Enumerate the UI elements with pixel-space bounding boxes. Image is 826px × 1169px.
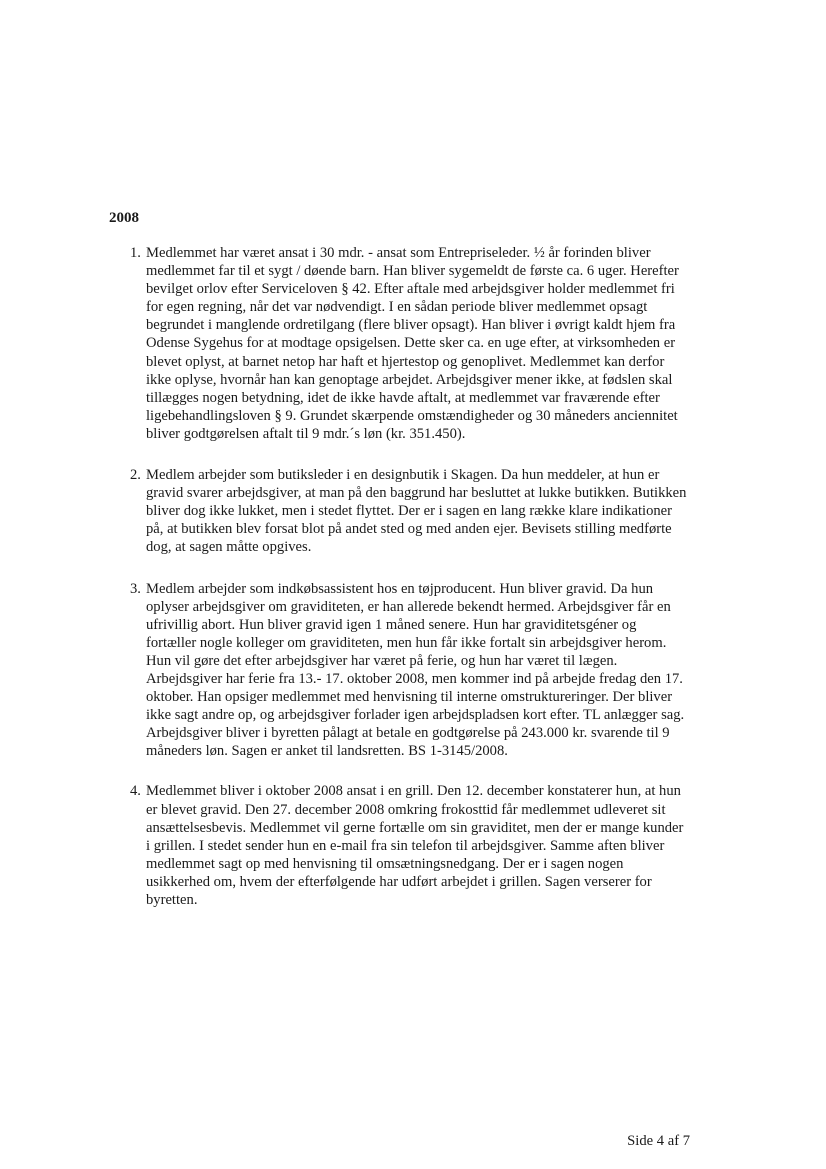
case-text: Medlem arbejder som butiksleder i en designbutik i Skagen. Da hun meddeler, at hun er gravid svarer arbejdsgiver, at man på den baggrund har besluttet at lukke butikken. Butikken bliver dog ikke lukket, men i stedet flyttet. Der er i sagen en lang række klare indikationer på, at butikken blev forsat blot på andet sted og med anden ejer. Bevisets stilling medførte dog, at sagen måtte opgives. <box>146 467 687 556</box>
case-list <box>130 244 690 909</box>
case-item <box>130 580 690 761</box>
case-number: 1. <box>130 245 141 261</box>
case-item <box>130 244 690 443</box>
year-heading: 2008 <box>109 210 139 226</box>
case-item <box>130 782 690 909</box>
case-number: 4. <box>130 783 141 800</box>
case-number: 3. <box>130 580 141 597</box>
case-text: Medlem arbejder som indkøbsassistent hos en tøjproducent. Hun bliver gravid. Da hun oplyser arbejdsgiver om graviditeten, er han allerede bekendt hermed. Arbejdsgiver får en ufrivillig abort. Hun bliver gravid igen 1 måned senere. Hun har graviditetsgéner og fortæller nogle kolleger om graviditeten, men hun får ikke fortalt sin arbejdsgiver herom. Hun vil gøre det efter arbejdsgiver har været på ferie, og hun har været til lægen. Arbejdsgiver har ferie fra 13.- 17. oktober 2008, men kommer ind på arbejde fredag den 17. oktober. Han opsiger medlemmet med henvisning til interne omstruktureringer. Der bliver ikke sagt andre op, og arbejdsgiver forlader igen arbejdspladsen kort efter. TL anlægger sag. Arbejdsgiver bliver i byretten pålagt at betale en godtgørelse på 243.000 kr. svarende til 9 måneders løn. Sagen er anket til landsretten. BS 1-3145/2008. <box>146 580 685 760</box>
case-item <box>130 466 690 556</box>
page-number-footer: Side 4 af 7 <box>627 1133 690 1149</box>
case-text: Medlemmet har været ansat i 30 mdr. - ansat som Entrepriseleder. ½ år forinden bliver medlemmet far til et sygt / døende barn. Han bliver sygemeldt de første ca. 6 uger. Herefter bevilget orlov efter Serviceloven § 42. Efter aftale med arbejdsgiver holder medlemmet fri for egen regning, når det var nødvendigt. I en sådan periode bliver medlemmet opsagt begrundet i manglende ordretilgang (flere bliver opsagt). Han bliver i øvrigt kaldt hjem fra Odense Sygehus for at modtage opsigelsen. Dette sker ca. en uge efter, at virksomheden er blevet oplyst, at barnet netop har haft et hjertestop og genoplivet. Medlemmet kan derfor ikke oplyse, hvornår han kan genoptage arbejdet. Arbejdsgiver mener ikke, at fødslen skal tillægges nogen betydning, idet de ikke havde aftalt, at medlemmet var fraværende efter ligebehandlingsloven § 9. Grundet skærpende omstændigheder og 30 måneders anciennitet bliver godtgørelsen aftalt til 9 mdr.´s løn (kr. 351.450). <box>146 245 679 442</box>
case-number: 2. <box>130 467 141 484</box>
case-text: Medlemmet bliver i oktober 2008 ansat i en grill. Den 12. december konstaterer hun, at hun er blevet gravid. Den 27. december 2008 omkring frokosttid får medlemmet udleveret sit ansættelsesbevis. Medlemmet vil gerne fortælle om sin graviditet, men der er mange kunder i grillen. I stedet sender hun en e-mail fra sin telefon til arbejdsgiver. Samme aften bliver medlemmet sagt op med henvisning til omsætningsnedgang. Der er i sagen nogen usikkerhed om, hvem der efterfølgende har udført arbejdet i grillen. Sagen verserer for byretten. <box>146 783 684 908</box>
